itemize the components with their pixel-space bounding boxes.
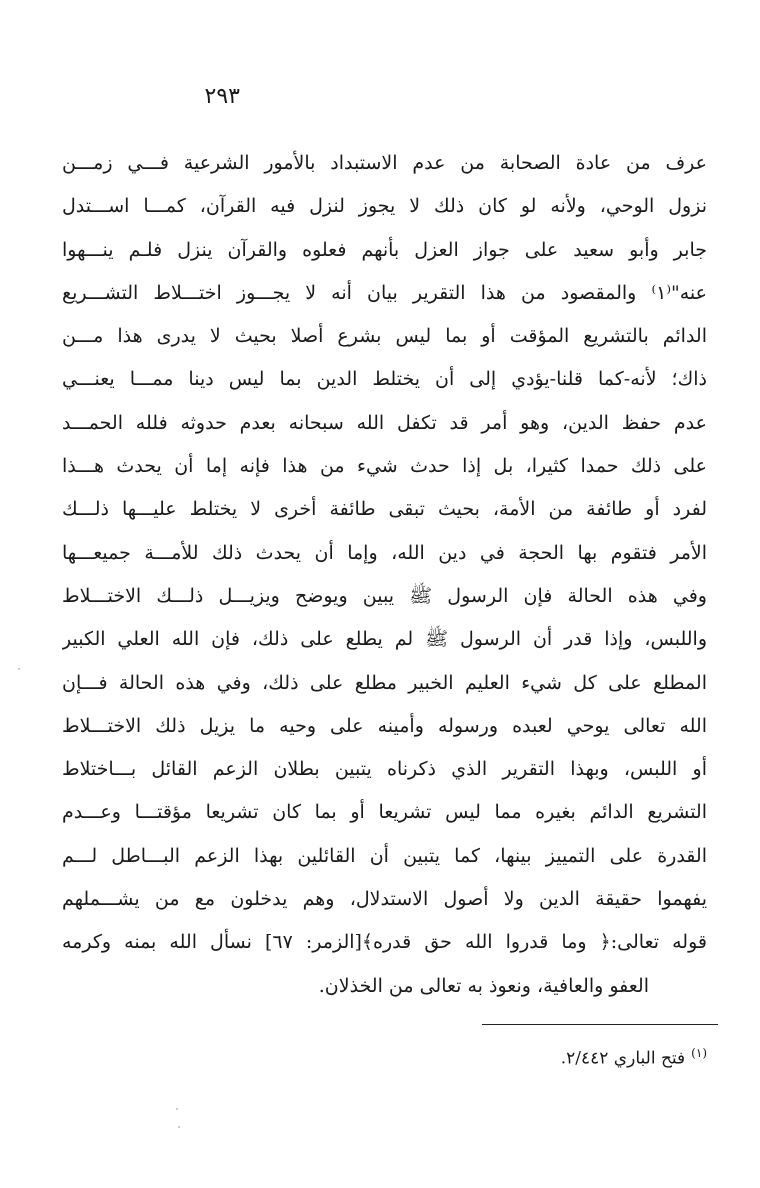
text-line: أو اللبس، وبهذا التقرير الذي ذكرناه يتبين بطلان الزعم القائل بـــاختلاط xyxy=(62,758,707,781)
main-text xyxy=(62,142,707,1008)
footnote-separator xyxy=(482,1024,718,1025)
text-line: لفرد أو طائفة من الأمة، بحيث تبقى طائفة أخرى لا يختلط عليـــها ذلـــك xyxy=(62,498,707,521)
text-line: الله تعالى يوحي لعبده ورسوله وأمينه على وحيه ما يزيل ذلك الاختـــلاط xyxy=(62,714,707,737)
footnote-text: فتح الباري ٢/٤٤٢. xyxy=(560,1048,686,1069)
text-line: المطلع على كل شيء العليم الخبير مطلع على ذلك، وفي هذه الحالة فـــإن xyxy=(62,671,707,694)
page-number: ٢٩٣ xyxy=(204,84,240,109)
text-line: جابر وأبو سعيد على جواز العزل بأنهم فعلوه والقرآن ينزل فلـم ينـــهوا xyxy=(62,238,707,261)
text-line: قوله تعالى:﴿ وما قدروا الله حق قدره﴾[الزمر: ٦٧] نسأل الله بمنه وكرمه xyxy=(62,931,707,954)
text-line: الدائم بالتشريع المؤقت أو بما ليس بشرع أصلا بحيث لا يدرى هذا مـــن xyxy=(62,325,707,348)
text-line: عدم حفظ الدين، وهو أمر قد تكفل الله سبحانه بعدم حدوثه فلله الحمـــد xyxy=(62,411,707,434)
text-line: عنه"⁽١⁾ والمقصود من هذا التقرير بيان أنه لا يجـــوز اختـــلاط التشـــريع xyxy=(62,281,707,304)
text-line: ذاك؛ لأنه-كما قلنا-يؤدي إلى أن يختلط الدين بما ليس دينا ممـــا يعنـــي xyxy=(62,368,707,391)
text-line: وفي هذه الحالة فإن الرسول ﷺ يبين ويوضح ويزيـــل ذلـــك الاختـــلاط xyxy=(62,584,707,607)
text-line: التشريع الدائم بغيره مما ليس تشريعا أو بما كان تشريعا مؤقتـــا وعـــدم xyxy=(62,801,707,824)
text-line-last: العفو والعافية، ونعوذ به تعالى من الخذلان. xyxy=(318,974,649,997)
text-line: يفهموا حقيقة الدين ولا أصول الاستدلال، وهم يدخلون مع من يشـــملهم xyxy=(62,888,707,911)
text-line: القدرة على التمييز بينها، كما يتبين أن القائلين بهذا الزعم البـــاطل لـــم xyxy=(62,844,707,867)
scan-speck xyxy=(178,1126,180,1128)
text-line: عرف من عادة الصحابة من عدم الاستبداد بالأمور الشرعية فـــي زمـــن xyxy=(62,152,707,174)
text-line: واللبس، وإذا قدر أن الرسول ﷺ لم يطلع على ذلك، فإن الله العلي الكبير xyxy=(62,628,707,651)
text-line: على ذلك حمدا كثيرا، بل إذا حدث شيء من هذا فإنه إما أن يحدث هـــذا xyxy=(62,455,707,478)
text-line: الأمر فتقوم بها الحجة في دين الله، وإما أن يحدث ذلك للأمـــة جميعـــها xyxy=(62,541,707,564)
footnote-marker: (١) xyxy=(691,1046,707,1060)
scan-speck xyxy=(176,1108,178,1110)
footnote xyxy=(380,1038,707,1074)
text-line: نزول الوحي، ولأنه لو كان ذلك لا يجوز لنزل فيه القرآن، كمـــا اســـتدل xyxy=(62,195,707,218)
scan-speck xyxy=(18,668,20,670)
